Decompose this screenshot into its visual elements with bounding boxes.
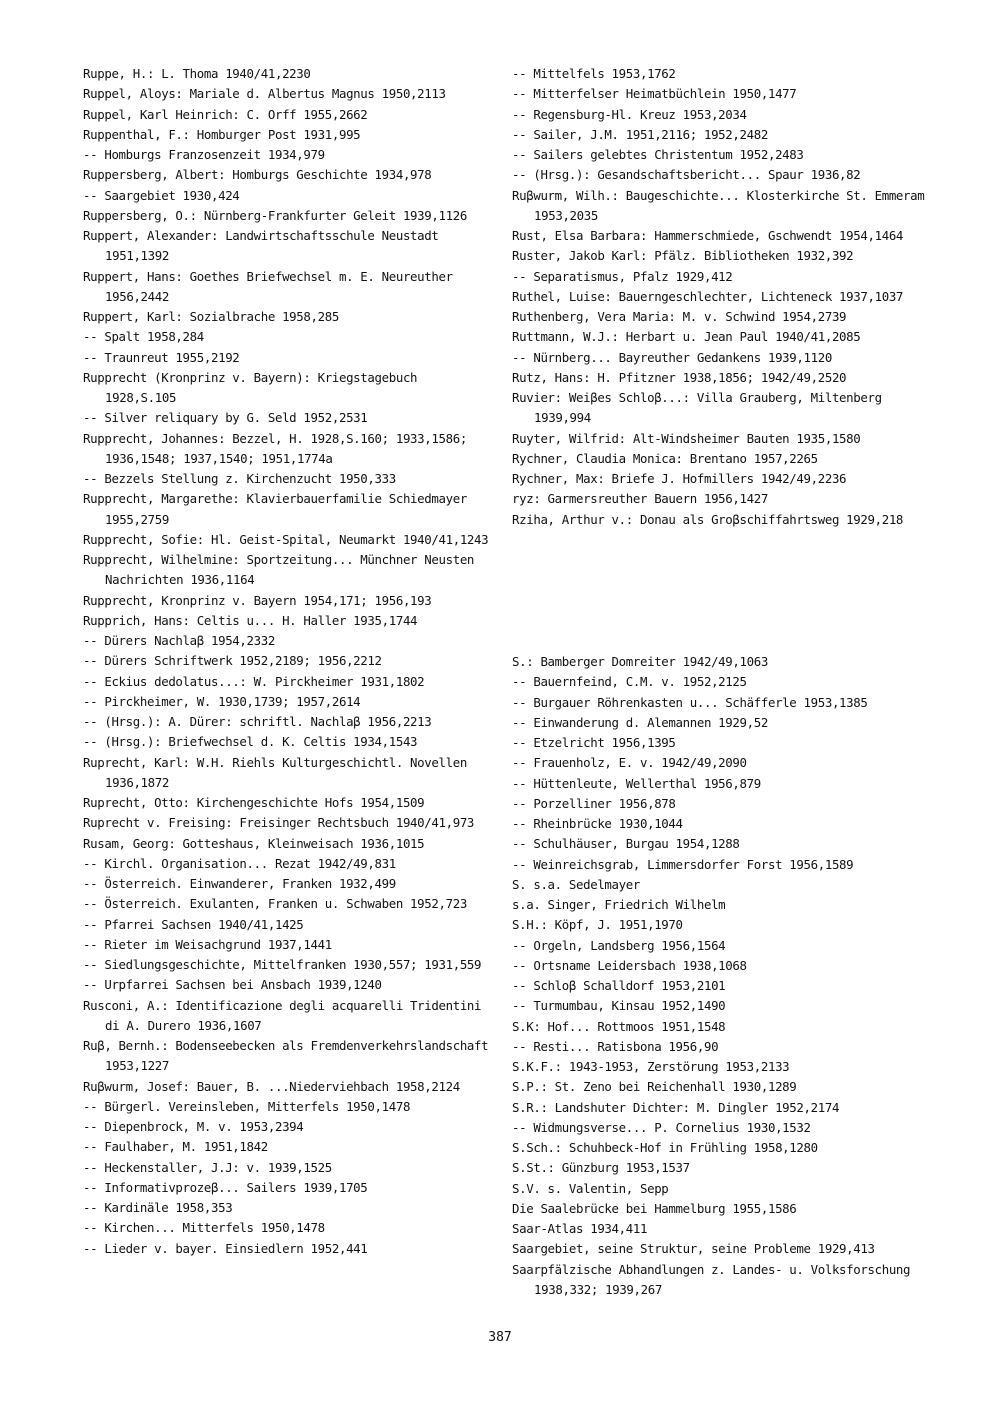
index-entry: -- Schulhäuser, Burgau 1954,1288	[512, 836, 740, 852]
index-entry: -- (Hrsg.): Briefwechsel d. K. Celtis 1934,1543	[83, 734, 418, 750]
index-entry: Rust, Elsa Barbara: Hammerschmiede, Gschwendt 1954,1464	[512, 228, 904, 243]
index-entry: -- Nürnberg... Bayreuther Gedankens 1939,1120	[512, 349, 832, 365]
index-entry: Ruppersberg, O.: Nürnberg-Frankfurter Geleit 1939,1126	[83, 207, 467, 223]
index-entry: -- Saargebiet 1930,424	[83, 187, 240, 203]
index-entry: -- Separatismus, Pfalz 1929,412	[512, 268, 733, 284]
index-entry: -- Sailers gelebtes Christentum 1952,2483	[512, 147, 804, 162]
index-entry: Ruttmann, W.J.: Herbart u. Jean Paul 1940/41,2085	[512, 329, 861, 345]
index-entry: Ruppe, H.: L. Thoma 1940/41,2230	[83, 66, 311, 81]
index-entry: Rupprecht, Wilhelmine: Sportzeitung... Münchner Neusten Nachrichten 1936,1164	[83, 552, 475, 588]
index-entry: S.V. s. Valentin, Sepp	[512, 1180, 669, 1196]
index-entry: Ruppert, Hans: Goethes Briefwechsel m. E. Neureuther 1956,2442	[83, 268, 453, 304]
index-entry: -- Rheinbrücke 1930,1044	[512, 816, 683, 831]
index-entry: Rupprich, Hans: Celtis u... H. Haller 1935,1744	[83, 612, 418, 628]
index-entry: Rusconi, A.: Identificazione degli acquarelli Tridentini di A. Durero 1936,1607	[83, 997, 482, 1033]
index-entry: -- Pfarrei Sachsen 1940/41,1425	[83, 916, 304, 932]
index-entry: Ruthel, Luise: Bauerngeschlechter, Lichteneck 1937,1037	[512, 288, 904, 304]
index-entry: Ruppel, Aloys: Mariale d. Albertus Magnus 1950,2113	[83, 86, 446, 102]
index-entry: -- Orgeln, Landsberg 1956,1564	[512, 937, 726, 953]
index-entry: Ruprecht, Karl: W.H. Riehls Kulturgeschichtl. Novellen 1936,1872	[83, 754, 467, 790]
index-entry: Ruprecht, Otto: Kirchengeschichte Hofs 1954,1509	[83, 795, 425, 810]
index-entry: -- Sailer, J.M. 1951,2116; 1952,2482	[512, 126, 768, 142]
index-entry: -- Informativprozeβ... Sailers 1939,1705	[83, 1179, 368, 1195]
index-entry: S.P.: St. Zeno bei Reichenhall 1930,1289	[512, 1079, 797, 1095]
index-entry: -- Faulhaber, M. 1951,1842	[83, 1139, 268, 1155]
index-entry: S.: Bamberger Domreiter 1942/49,1063	[512, 654, 768, 669]
index-entry: Ruppert, Alexander: Landwirtschaftsschule Neustadt 1951,1392	[83, 228, 439, 264]
index-entry: Rupprecht, Johannes: Bezzel, H. 1928,S.160; 1933,1586; 1936,1548; 1937,1540; 1951,1774a	[83, 430, 467, 466]
index-entry: Ruppersberg, Albert: Homburgs Geschichte 1934,978	[83, 167, 432, 183]
index-entry: -- Dürers Schriftwerk 1952,2189; 1956,2212	[83, 653, 382, 669]
index-entry: Ruβwurm, Wilh.: Baugeschichte... Klosterkirche St. Emmeram 1953,2035	[512, 187, 925, 223]
index-entry: -- Burgauer Röhrenkasten u... Schäfferle 1953,1385	[512, 694, 868, 710]
index-entry: -- Ortsname Leidersbach 1938,1068	[512, 957, 747, 973]
index-entry: -- Resti... Ratisbona 1956,90	[512, 1038, 719, 1054]
index-entry: S.K.F.: 1943-1953, Zerstörung 1953,2133	[512, 1059, 790, 1074]
index-entry: -- Schloβ Schalldorf 1953,2101	[512, 978, 726, 993]
index-entry: Ruppert, Karl: Sozialbrache 1958,285	[83, 309, 339, 324]
index-entry: -- Silver reliquary by G. Seld 1952,2531	[83, 410, 368, 426]
index-entry: -- Siedlungsgeschichte, Mittelfranken 1930,557; 1931,559	[83, 957, 482, 972]
index-entry: -- Etzelricht 1956,1395	[512, 735, 676, 750]
index-entry: -- Porzelliner 1956,878	[512, 795, 676, 811]
index-entry: Rutz, Hans: H. Pfitzner 1938,1856; 1942/49,2520	[512, 369, 847, 385]
index-entry: -- Regensburg-Hl. Kreuz 1953,2034	[512, 106, 747, 122]
index-entry: -- Hüttenleute, Wellerthal 1956,879	[512, 775, 761, 791]
index-entry: -- Dürers Nachlaβ 1954,2332	[83, 633, 275, 648]
index-entry: -- Spalt 1958,284	[83, 329, 204, 345]
index-entry: -- Rieter im Weisachgrund 1937,1441	[83, 936, 332, 952]
index-entry: Saarpfälzische Abhandlungen z. Landes- u. Volksforschung 1938,332; 1939,267	[512, 1261, 911, 1297]
index-entry: Ruβ, Bernh.: Bodenseebecken als Fremdenverkehrslandschaft 1953,1227	[83, 1038, 489, 1074]
index-entry: S.R.: Landshuter Dichter: M. Dingler 1952,2174	[512, 1099, 840, 1115]
index-entry: -- Pirckheimer, W. 1930,1739; 1957,2614	[83, 693, 361, 709]
index-entry: -- Lieder v. bayer. Einsiedlern 1952,441	[83, 1240, 368, 1256]
index-entry: -- Urpfarrei Sachsen bei Ansbach 1939,1240	[83, 977, 382, 993]
index-entry: -- Widmungsverse... P. Cornelius 1930,1532	[512, 1119, 811, 1135]
index-entry: Ruppenthal, F.: Homburger Post 1931,995	[83, 126, 361, 142]
index-column-left	[83, 64, 493, 1259]
index-entry: Rupprecht, Margarethe: Klavierbauerfamilie Schiedmayer 1955,2759	[83, 491, 467, 527]
index-entry: -- Einwanderung d. Alemannen 1929,52	[512, 714, 768, 730]
index-entry: -- Österreich. Exulanten, Franken u. Schwaben 1952,723	[83, 896, 467, 912]
index-entry: Rziha, Arthur v.: Donau als Groβschiffahrtsweg 1929,218	[512, 511, 904, 527]
index-entry: s.a. Singer, Friedrich Wilhelm	[512, 897, 726, 912]
index-entry: Saargebiet, seine Struktur, seine Probleme 1929,413	[512, 1241, 875, 1257]
index-entry: Die Saalebrücke bei Hammelburg 1955,1586	[512, 1200, 797, 1216]
index-entry: S. s.a. Sedelmayer	[512, 876, 640, 892]
page-number: 387	[488, 1330, 512, 1345]
index-entry: ryz: Garmersreuther Bauern 1956,1427	[512, 491, 768, 507]
index-entry: Ruβwurm, Josef: Bauer, B. ...Niederviehbach 1958,2124	[83, 1078, 460, 1094]
index-entry: S.St.: Günzburg 1953,1537	[512, 1160, 690, 1176]
index-entry: Rychner, Max: Briefe J. Hofmillers 1942/49,2236	[512, 471, 847, 486]
index-entry: -- Kirchl. Organisation... Rezat 1942/49,831	[83, 855, 396, 871]
index-entry: -- (Hrsg.): A. Dürer: schriftl. Nachlaβ 1956,2213	[83, 714, 432, 729]
index-entry: -- Heckenstaller, J.J: v. 1939,1525	[83, 1159, 332, 1175]
index-entry: -- Bauernfeind, C.M. v. 1952,2125	[512, 674, 747, 690]
index-entry: S.K: Hof... Rottmoos 1951,1548	[512, 1018, 726, 1034]
index-entry: Ruprecht v. Freising: Freisinger Rechtsbuch 1940/41,973	[83, 815, 475, 831]
index-entry: -- Bezzels Stellung z. Kirchenzucht 1950,333	[83, 471, 396, 486]
index-entry: -- Kirchen... Mitterfels 1950,1478	[83, 1220, 325, 1236]
index-entry: -- Traunreut 1955,2192	[83, 349, 240, 365]
index-entry: S.H.: Köpf, J. 1951,1970	[512, 917, 683, 933]
index-entry: -- Eckius dedolatus...: W. Pirckheimer 1931,1802	[83, 673, 425, 689]
index-entry: -- Mittelfels 1953,1762	[512, 66, 676, 81]
index-entry: Rupprecht, Sofie: Hl. Geist-Spital, Neumarkt 1940/41,1243	[83, 531, 489, 547]
index-entry: Ruster, Jakob Karl: Pfälz. Bibliotheken 1932,392	[512, 248, 854, 264]
index-entry: Saar-Atlas 1934,411	[512, 1221, 648, 1236]
index-entry: -- Mitterfelser Heimatbüchlein 1950,1477	[512, 86, 797, 102]
index-column-right-top	[512, 64, 932, 530]
index-entry: Rupprecht (Kronprinz v. Bayern): Kriegstagebuch 1928,S.105	[83, 369, 418, 405]
index-column-right-bottom	[512, 652, 932, 1300]
index-entry: -- Frauenholz, E. v. 1942/49,2090	[512, 755, 747, 771]
index-entry: S.Sch.: Schuhbeck-Hof in Frühling 1958,1280	[512, 1140, 818, 1155]
index-entry: Rupprecht, Kronprinz v. Bayern 1954,171; 1956,193	[83, 592, 432, 608]
index-entry: Ruthenberg, Vera Maria: M. v. Schwind 1954,2739	[512, 309, 847, 324]
index-entry: -- Bürgerl. Vereinsleben, Mitterfels 1950,1478	[83, 1098, 411, 1114]
index-entry: -- Turmumbau, Kinsau 1952,1490	[512, 998, 726, 1014]
index-entry: -- Kardinäle 1958,353	[83, 1200, 233, 1215]
index-entry: -- Homburgs Franzosenzeit 1934,979	[83, 147, 325, 162]
index-entry: Rusam, Georg: Gotteshaus, Kleinweisach 1936,1015	[83, 835, 425, 851]
index-entry: -- Diepenbrock, M. v. 1953,2394	[83, 1119, 304, 1134]
index-entry: -- (Hrsg.): Gesandschaftsbericht... Spaur 1936,82	[512, 167, 861, 183]
index-entry: -- Österreich. Einwanderer, Franken 1932,499	[83, 876, 396, 891]
index-entry: -- Weinreichsgrab, Limmersdorfer Forst 1956,1589	[512, 856, 854, 872]
index-entry: Ruppel, Karl Heinrich: C. Orff 1955,2662	[83, 106, 368, 122]
index-entry: Ruyter, Wilfrid: Alt-Windsheimer Bauten 1935,1580	[512, 430, 861, 446]
index-entry: Ruvier: Weiβes Schloβ...: Villa Grauberg, Miltenberg 1939,994	[512, 390, 882, 426]
index-entry: Rychner, Claudia Monica: Brentano 1957,2265	[512, 450, 818, 466]
